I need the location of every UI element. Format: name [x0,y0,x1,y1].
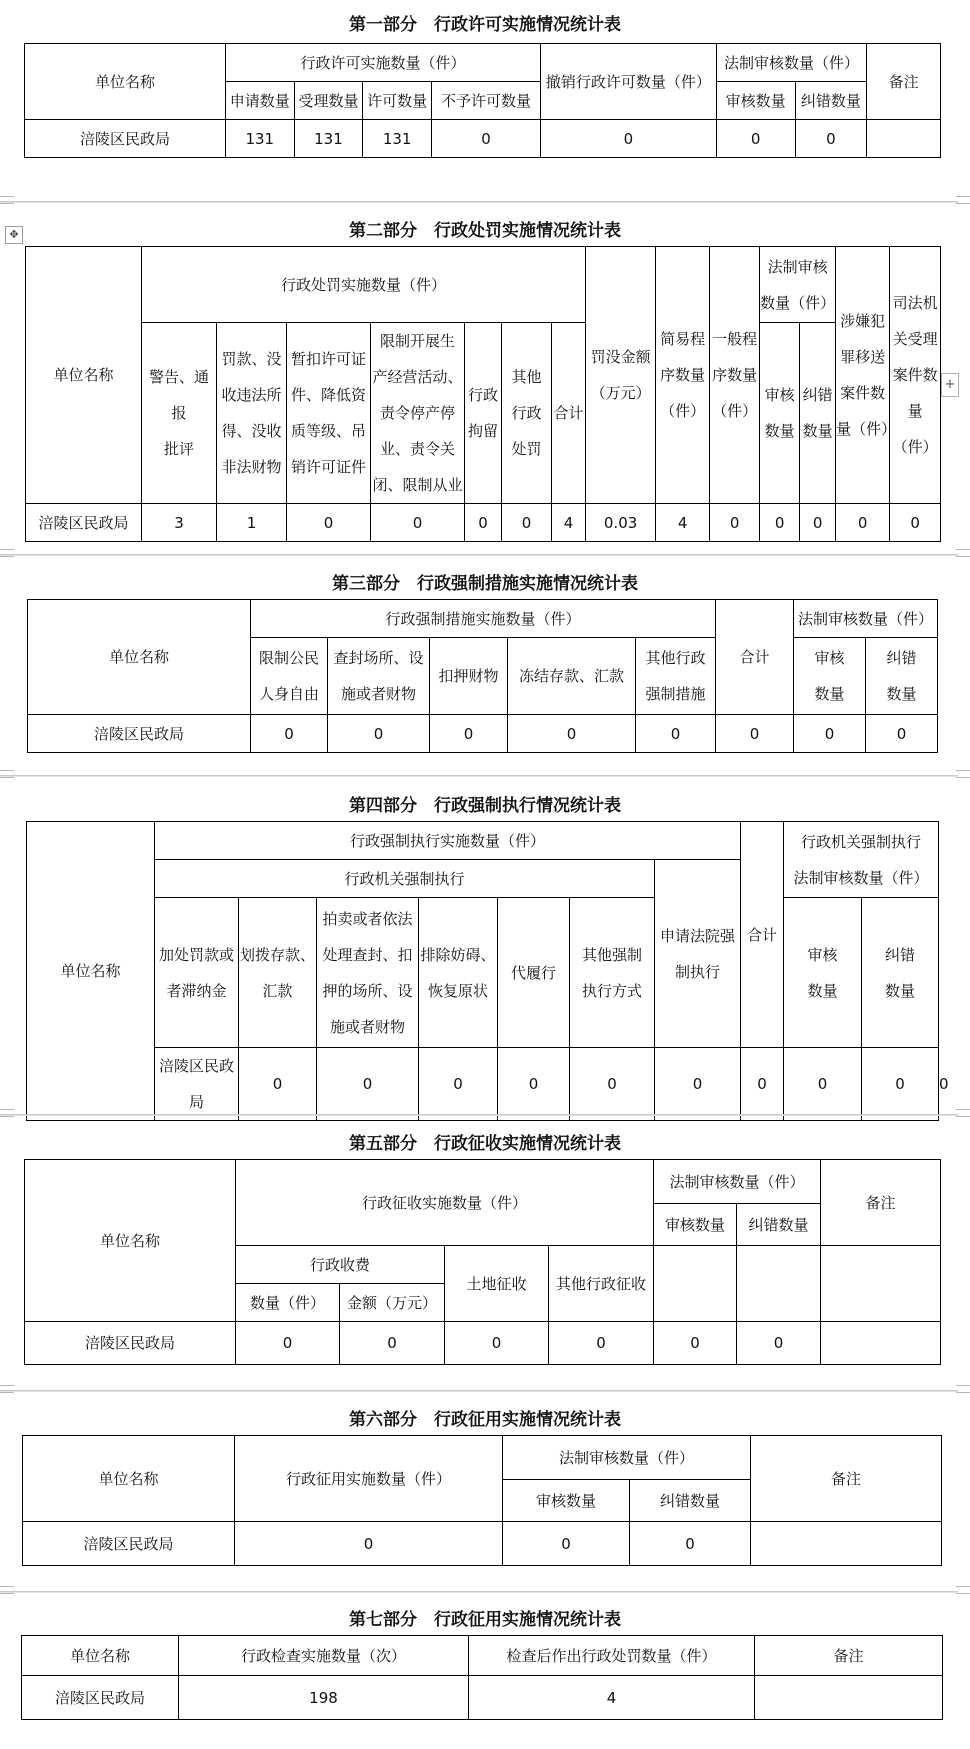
value-cell: 0 [235,1522,503,1566]
row-resize-handle[interactable] [956,196,970,204]
unit-name: 涪陵区民政局 [28,715,251,753]
part7-table [21,1635,943,1720]
part4-title: 第四部分 行政强制执行情况统计表 [349,796,621,816]
general-procedure-header: 一般程 序数量 （件） [710,247,760,504]
section-separator [0,1114,958,1116]
value-cell: 0 [371,504,465,542]
value-cell: 4 [656,504,710,542]
part6-title: 第六部分 行政征用实施情况统计表 [349,1410,621,1430]
value-cell: 131 [363,120,432,158]
table-move-icon[interactable]: ✥ [5,226,23,244]
part2-title: 第二部分 行政处罚实施情况统计表 [349,221,621,241]
row-resize-handle[interactable] [956,549,970,557]
col-deny: 不予许可数量 [431,82,540,120]
post-inspection-penalty-header: 检查后作出行政处罚数量（件） [469,1636,755,1676]
section-separator [0,554,958,556]
col-seal-premises: 查封场所、设 施或者财物 [328,638,430,715]
col-correct: 纠错数量 [630,1480,751,1522]
value-cell: 0 [465,504,502,542]
value-cell: 0 [502,504,552,542]
col-auction: 拍卖或者依法 处理查封、扣 押的场所、设 施或者财物 [317,898,419,1048]
requisition-impl-header: 行政征用实施数量（件） [235,1436,503,1522]
agency-enforcement-header: 行政机关强制执行 [155,860,655,898]
col-total: 合计 [741,822,784,1048]
value-cell: 0 [549,1322,654,1365]
row-resize-handle[interactable] [956,770,970,778]
part1-title: 第一部分 行政许可实施情况统计表 [349,15,621,35]
add-column-icon[interactable]: + [941,373,959,397]
col-other-measures: 其他行政 强制措施 [636,638,716,715]
revoke-license-header: 撤销行政许可数量（件） [541,44,717,120]
unit-name: 涪陵区民政局 [22,1676,179,1720]
simple-procedure-header: 简易程 序数量 （件） [656,247,710,504]
blank-cell [821,1246,941,1322]
col-restrict-business: 限制开展生 产经营活动、 责令停产停 业、责令关 闭、限制从业 [371,323,465,504]
col-warning: 警告、通报 批评 [142,323,217,504]
col-other-levy: 其他行政征收 [549,1246,654,1322]
value-cell: 131 [225,120,294,158]
value-cell: 3 [142,504,217,542]
col-suspend-license: 暂扣许可证 件、降低资 质等级、吊 销许可证件 [287,323,371,504]
value-cell: 0 [741,1048,784,1121]
col-freeze-deposit: 冻结存款、汇款 [508,638,636,715]
value-cell: 0 [836,504,890,542]
value-cell: 0 [784,1048,862,1121]
col-review: 审核 数量 [760,323,800,504]
col-correct: 纠错 数量 [866,638,938,715]
row-resize-handle[interactable] [956,1586,970,1594]
part3-title: 第三部分 行政强制措施实施情况统计表 [332,574,638,594]
value-cell: 0 [800,504,836,542]
unit-name-header: 单位名称 [28,600,251,715]
value-cell: 0 [716,120,795,158]
value-cell: 0 [251,715,328,753]
value-cell: 0 [795,120,867,158]
value-cell: 0 [862,1048,939,1121]
unit-name-header: 单位名称 [27,822,155,1121]
value-cell: 131 [294,120,363,158]
inspection-count-header: 行政检查实施数量（次） [179,1636,469,1676]
unit-name: 涪陵区民政局 [155,1048,239,1121]
col-accept: 受理数量 [294,82,363,120]
col-review: 审核数量 [716,82,795,120]
legal-review-header: 法制审核数量（件） [503,1436,751,1480]
judicial-cases-header: 司法机 关受理 案件数 量（件） [890,247,941,504]
unit-name: 涪陵区民政局 [23,1522,235,1566]
row-resize-handle[interactable] [956,1385,970,1393]
section-separator [0,1591,958,1593]
value-cell: 0 [236,1322,340,1365]
blank-cell [654,1246,737,1322]
col-permit: 许可数量 [363,82,432,120]
value-cell: 0 [710,504,760,542]
value-cell: 0 [239,1048,317,1121]
license-impl-header: 行政许可实施数量（件） [225,44,540,82]
unit-name-header: 单位名称 [22,1636,179,1676]
section-separator [0,201,958,203]
row-resize-handle[interactable] [0,1109,14,1117]
col-seize-property: 扣押财物 [430,638,508,715]
value-cell: 0 [866,715,938,753]
value-cell: 0 [760,504,800,542]
unit-name-header: 单位名称 [26,247,142,504]
transfer-cases-header: 涉嫌犯 罪移送 案件数 量（件） [836,247,890,504]
value-cell: 0 [498,1048,570,1121]
value-cell: 0 [890,504,941,542]
col-court-enforcement: 申请法院强 制执行 [655,860,741,1048]
part5-title: 第五部分 行政征收实施情况统计表 [349,1134,621,1154]
col-fine-confiscate: 罚款、没 收违法所 得、没收 非法财物 [217,323,287,504]
col-review: 审核 数量 [794,638,866,715]
col-review: 审核 数量 [784,898,862,1048]
coercive-measure-header: 行政强制措施实施数量（件） [251,600,716,638]
col-detention: 行政 拘留 [465,323,502,504]
value-cell: 0 [654,1322,737,1365]
row-resize-handle[interactable] [0,1586,14,1594]
col-correct: 纠错数量 [795,82,867,120]
part6-table [22,1435,942,1566]
remark-header: 备注 [821,1160,941,1246]
value-cell: 0 [340,1322,445,1365]
value-cell: 0 [503,1522,630,1566]
value-cell: 0 [716,715,794,753]
legal-review-header: 法制审核数量（件） [794,600,938,638]
fine-amount-header: 罚没金额 （万元） [586,247,656,504]
value-cell: 0 [570,1048,655,1121]
value-cell: 0 [287,504,371,542]
value-cell: 0 [541,120,717,158]
remark-header: 备注 [751,1436,942,1522]
row-resize-handle[interactable] [0,770,14,778]
col-correct: 纠错数量 [737,1204,821,1246]
legal-review-header: 法制审核数量（件） [716,44,866,82]
value-cell: 0 [431,120,540,158]
part7-title: 第七部分 行政征用实施情况统计表 [349,1610,621,1630]
remark-header: 备注 [867,44,941,120]
blank-cell [737,1246,821,1322]
value-cell: 198 [179,1676,469,1720]
legal-review-header: 行政机关强制执行 法制审核数量（件） [784,822,939,898]
col-other-penalty: 其他 行政 处罚 [502,323,552,504]
row-resize-handle[interactable] [0,1385,14,1393]
unit-name-header: 单位名称 [25,44,226,120]
remark-cell [751,1522,942,1566]
levy-impl-header: 行政征收实施数量（件） [236,1160,654,1246]
remark-header: 备注 [755,1636,943,1676]
col-total: 合计 [552,323,586,504]
unit-name: 涪陵区民政局 [26,504,142,542]
legal-review-header: 法制审核 数量（件） [760,247,836,323]
part2-table [25,246,941,542]
value-cell: 4 [469,1676,755,1720]
section-separator [0,1390,958,1392]
value-cell: 0 [630,1522,751,1566]
value-cell: 0.03 [586,504,656,542]
value-cell: 0 [430,715,508,753]
legal-review-header: 法制审核数量（件） [654,1160,821,1204]
col-remove-obstruction: 排除妨碍、 恢复原状 [419,898,498,1048]
part4-table: 单位名称 行政强制执行实施数量（件） 合计 行政机关强制执行 法制审核数量（件） 行政机关强制执行 申请法院强 制执行 加处罚款或 者滞纳金 划拨存款、 汇款 拍卖或者依法 处理查封、扣 押的场所、设 施或者财物 排除妨碍、 恢复原状 代履行 其他强制 执行方式 审核 数量 纠错 数量 涪陵区民政局 0 0 0 0 0 0 0 0 0 0 [26,821,939,1121]
value-cell: 0 [636,715,716,753]
value-cell: 0 [655,1048,741,1121]
col-fee-count: 数量（件） [236,1284,340,1322]
value-cell: 1 [217,504,287,542]
value-cell: 4 [552,504,586,542]
section-separator [0,775,958,777]
col-transfer-deposit: 划拨存款、 汇款 [239,898,317,1048]
unit-name: 涪陵区民政局 [25,1322,236,1365]
col-land-levy: 土地征收 [445,1246,549,1322]
value-cell: 0 [317,1048,419,1121]
col-review: 审核数量 [503,1480,630,1522]
col-correct: 纠错 数量 [862,898,939,1048]
enforcement-impl-header: 行政强制执行实施数量（件） [155,822,741,860]
remark-cell [755,1676,943,1720]
penalty-impl-header: 行政处罚实施数量（件） [142,247,586,323]
row-resize-handle[interactable] [0,196,14,204]
col-restrict-freedom: 限制公民 人身自由 [251,638,328,715]
col-other-enforcement: 其他强制 执行方式 [570,898,655,1048]
col-late-fee: 加处罚款或 者滞纳金 [155,898,239,1048]
row-resize-handle[interactable] [956,1109,970,1117]
col-substitute-performance: 代履行 [498,898,570,1048]
admin-fee-header: 行政收费 [236,1246,445,1284]
part5-table [24,1159,941,1365]
remark-cell [867,120,941,158]
part3-table [27,599,938,753]
col-apply: 申请数量 [225,82,294,120]
unit-name-header: 单位名称 [25,1160,236,1322]
row-resize-handle[interactable] [0,549,14,557]
col-total: 合计 [716,600,794,715]
value-cell: 0 [737,1322,821,1365]
value-cell: 0 [328,715,430,753]
unit-name: 涪陵区民政局 [25,120,226,158]
part1-table [24,43,941,158]
value-cell: 0 [419,1048,498,1121]
remark-cell [821,1322,941,1365]
value-cell: 0 [794,715,866,753]
col-review: 审核数量 [654,1204,737,1246]
unit-name-header: 单位名称 [23,1436,235,1522]
col-fee-amount: 金额（万元） [340,1284,445,1322]
col-correct: 纠错 数量 [800,323,836,504]
value-cell: 0 [508,715,636,753]
value-cell: 0 [445,1322,549,1365]
